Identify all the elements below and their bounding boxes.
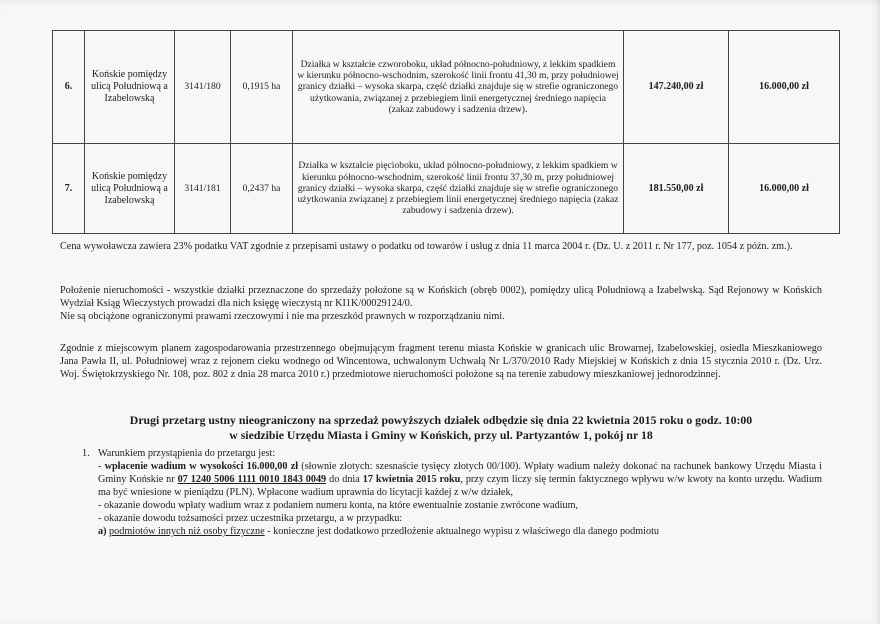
auction-heading xyxy=(60,413,822,443)
plot-number-cell: 3141/181 xyxy=(175,144,231,234)
proof-of-identity-text: - okazanie dowodu tożsamości przez uczestnika przetargu, a w przypadku: xyxy=(98,513,403,524)
description-cell: Działka w kształcie pięcioboku, układ północno-południowy, z lekkim spadkiem w kierunku północno-wschodnim, szerokość linii frontu 37,30 m, przy południowej granicy działki – wysoka skarpa, część działki znajduje się w strefie ograniczonego użytkowania związanej z przebiegiem linii energetycznej średniego napięcia (zakaz zabudowy i sadzenia drzew). xyxy=(293,144,624,234)
wadium-text-3: , przy czym liczy się termin faktycznego wpływu w/w kwoty na konto urzędu. Wadium ma być wniesione w pieniądzu (PLN). Wpłacone wadium uprawnia do licytacji każdej z w/w działek, xyxy=(98,474,822,498)
table-row xyxy=(53,144,840,234)
auction-heading-line2: w siedzibie Urzędu Miasta i Gminy w Końskich, przy ul. Partyzantów 1, pokój nr 18 xyxy=(229,428,653,442)
wadium-text-1: (słownie złotych: szesnaście tysięcy złotych 00/100). Wpłaty wadium należy dokonać na rachunek bankowy Urzędu Miasta i Gminy Końskie nr xyxy=(98,461,822,485)
proof-of-payment-text: - okazanie dowodu wpłaty wadium wraz z podaniem numeru konta, na które ewentualnie zostanie zwrócone wadium, xyxy=(98,500,579,511)
sub-item-a-text: - konieczne jest dodatkowo przedłożenie aktualnego wypisu z właściwego dla danego podmiotu xyxy=(264,526,660,537)
sub-item-a-label: a) xyxy=(98,526,107,537)
conditions-list xyxy=(82,447,822,538)
wadium-deadline: 17 kwietnia 2015 roku xyxy=(362,474,461,485)
lp-cell: 7. xyxy=(53,144,85,234)
zoning-plan-paragraph xyxy=(60,342,822,381)
zoning-plan-text: Zgodnie z miejscowym planem zagospodarowania przestrzennego obejmującym fragment terenu miasta Końskie w granicach ulic Browarnej, Izabelowskiej, osiedla Mieszkaniowego Jana Pawła II, ul. Południowej wraz z rejonem cieku wodnego od Wincentowa, uchwalonym Uchwałą Nr L/370/2010 Rady Miejskiej w Końskich z dnia 15 stycznia 2010 r. (Dz. Urz. Woj. Świętokrzyskiego Nr. 108, poz. 802 z dnia 28 marca 2010 r.) przedmiotowe nieruchomości położone są na terenie zabudowy mieszkaniowej jednorodzinnej. xyxy=(60,343,822,380)
price-cell: 181.550,00 zł xyxy=(624,144,729,234)
location-paragraph xyxy=(60,284,822,323)
encumbrance-text: Nie są obciążone ograniczonymi prawami rzeczowymi i nie ma przeszkód prawnych w rozporządzaniu nimi. xyxy=(60,311,505,322)
condition-number: 1. xyxy=(82,448,90,459)
area-cell: 0,2437 ha xyxy=(231,144,293,234)
wadium-text-2: do dnia xyxy=(326,474,363,485)
vat-paragraph xyxy=(60,240,822,253)
wadium-dash: - xyxy=(98,461,105,472)
sub-item-a xyxy=(98,525,822,538)
location-cell: Końskie pomiędzy ulicą Południową a Izabelowską xyxy=(85,31,175,144)
auction-heading-line1: Drugi przetarg ustny nieograniczony na sprzedaż powyższych działek odbędzie się dnia 22 kwietnia 2015 roku o godz. 10:00 xyxy=(129,413,753,427)
bank-account-number: 07 1240 5006 1111 0010 1843 0049 xyxy=(177,474,327,485)
area-cell: 0,1915 ha xyxy=(231,31,293,144)
sub-item-a-subject: podmiotów innych niż osoby fizyczne xyxy=(109,526,265,537)
plots-table xyxy=(52,30,840,234)
wadium-paragraph xyxy=(98,460,822,499)
condition-intro: Warunkiem przystąpienia do przetargu jest: xyxy=(98,448,276,459)
location-text: Położenie nieruchomości - wszystkie działki przeznaczone do sprzedaży położone są w Końskich (obręb 0002), pomiędzy ulicą Południową a Izabelwską. Sąd Rejonowy w Końskich Wydział Ksiąg Wieczystych prowadzi dla nich księgę wieczystą nr KI1K/00029124/0. xyxy=(60,285,822,309)
table-row xyxy=(53,31,840,144)
wadium-amount: wpłacenie wadium w wysokości 16.000,00 zł xyxy=(104,461,299,472)
vat-text: Cena wywoławcza zawiera 23% podatku VAT zgodnie z przepisami ustawy o podatku od towarów i usług z dnia 11 marca 2004 r. (Dz. U. z 2011 r. Nr 177, poz. 1054 z późn. zm.). xyxy=(60,241,793,252)
price-cell: 147.240,00 zł xyxy=(624,31,729,144)
lp-cell: 6. xyxy=(53,31,85,144)
deposit-cell: 16.000,00 zł xyxy=(729,144,840,234)
deposit-cell: 16.000,00 zł xyxy=(729,31,840,144)
plot-number-cell: 3141/180 xyxy=(175,31,231,144)
location-cell: Końskie pomiędzy ulicą Południową a Izabelowską xyxy=(85,144,175,234)
description-cell: Działka w kształcie czworoboku, układ północno-południowy, z lekkim spadkiem w kierunku północno-wschodnim, szerokość linii frontu 41,30 m, przy południowej granicy działki – wysoka skarpa, część działki znajduje się w strefie ograniczonego użytkowania, związanej z przebiegiem linii energetycznej średniego napięcia (zakaz zabudowy i sadzenia drzew). xyxy=(293,31,624,144)
condition-item xyxy=(98,447,822,538)
